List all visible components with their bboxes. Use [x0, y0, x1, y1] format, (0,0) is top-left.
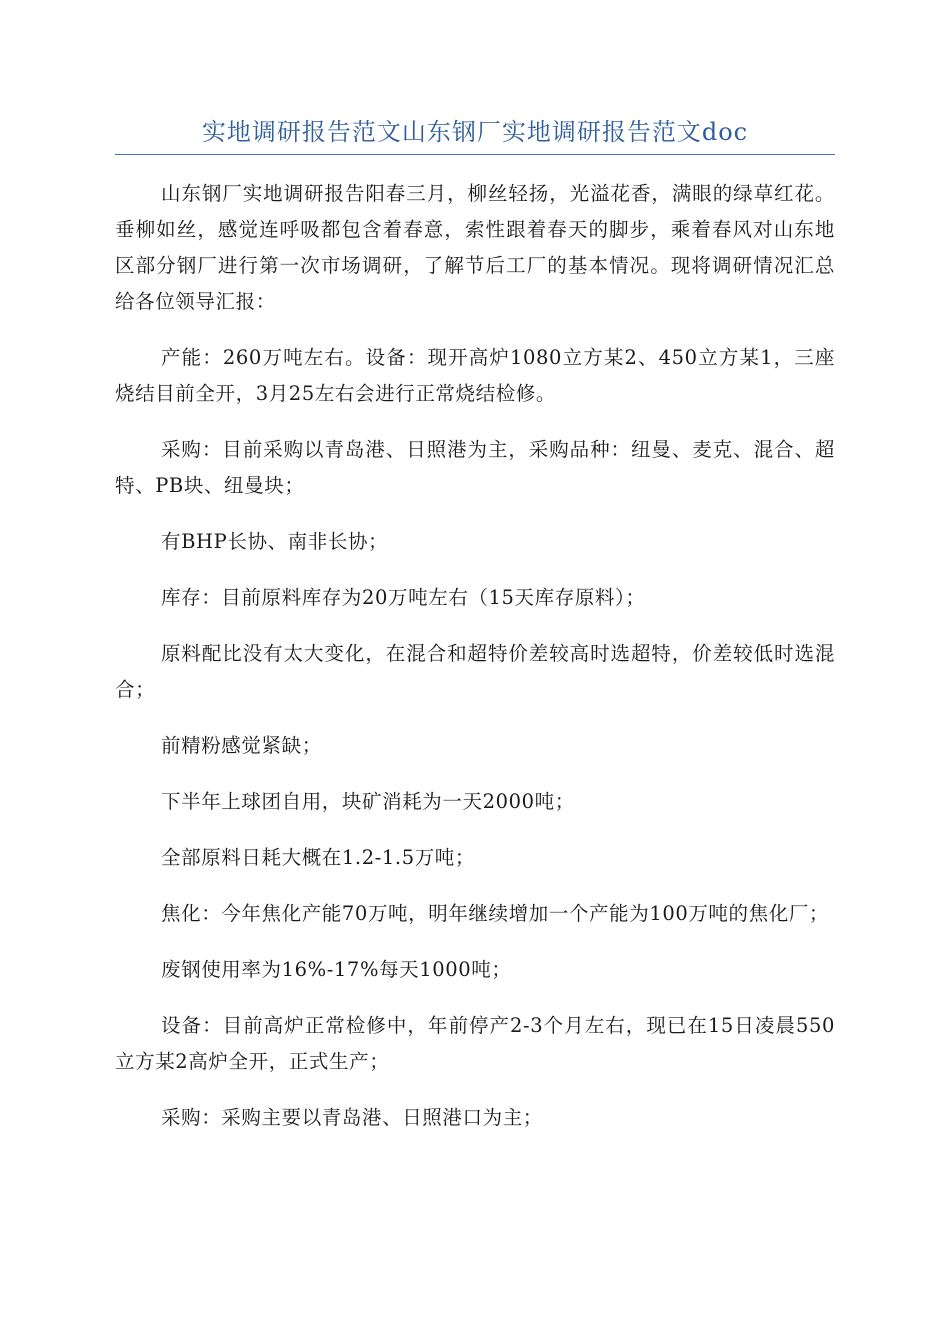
paragraph-intro: 山东钢厂实地调研报告阳春三月，柳丝轻扬，光溢花香，满眼的绿草红花。垂柳如丝，感觉连呼吸都包含着春意，索性跟着春天的脚步，乘着春风对山东地区部分钢厂进行第一次市场调研，了解节后工厂的基本情况。现将调研情况汇总给各位领导汇报： [115, 182, 835, 313]
paragraph-ratio: 原料配比没有太大变化，在混合和超特价差较高时选超特，价差较低时选混合； [115, 642, 835, 701]
paragraph-equipment: 设备：目前高炉正常检修中，年前停产2-3个月左右，现已在15日凌晨550立方某2高炉全开，正式生产； [115, 1014, 835, 1073]
paragraph-capacity: 产能：260万吨左右。设备：现开高炉1080立方某2、450立方某1，三座烧结目前全开，3月25左右会进行正常烧结检修。 [115, 346, 835, 405]
paragraph-pellet: 下半年上球团自用，块矿消耗为一天2000吨； [161, 790, 575, 813]
paragraph-coking: 焦化：今年焦化产能70万吨，明年继续增加一个产能为100万吨的焦化厂； [161, 902, 830, 925]
paragraph-purchasing: 采购：目前采购以青岛港、日照港为主，采购品种：纽曼、麦克、混合、超特、PB块、纽曼块； [115, 438, 835, 497]
paragraph-consumption: 全部原料日耗大概在1.2-1.5万吨； [161, 846, 476, 869]
paragraph-scrap: 废钢使用率为16%-17%每天1000吨； [161, 958, 512, 981]
document-body [115, 176, 835, 1156]
paragraph-purchasing-2: 采购：采购主要以青岛港、日照港口为主； [161, 1106, 543, 1129]
document-title: 实地调研报告范文山东钢厂实地调研报告范文doc [201, 118, 749, 146]
paragraph-contracts: 有BHP长协、南非长协； [161, 530, 389, 553]
paragraph-concentrate: 前精粉感觉紧缺； [161, 734, 322, 757]
title-underline [115, 154, 835, 155]
paragraph-inventory: 库存：目前原料库存为20万吨左右（15天库存原料）； [161, 586, 646, 609]
